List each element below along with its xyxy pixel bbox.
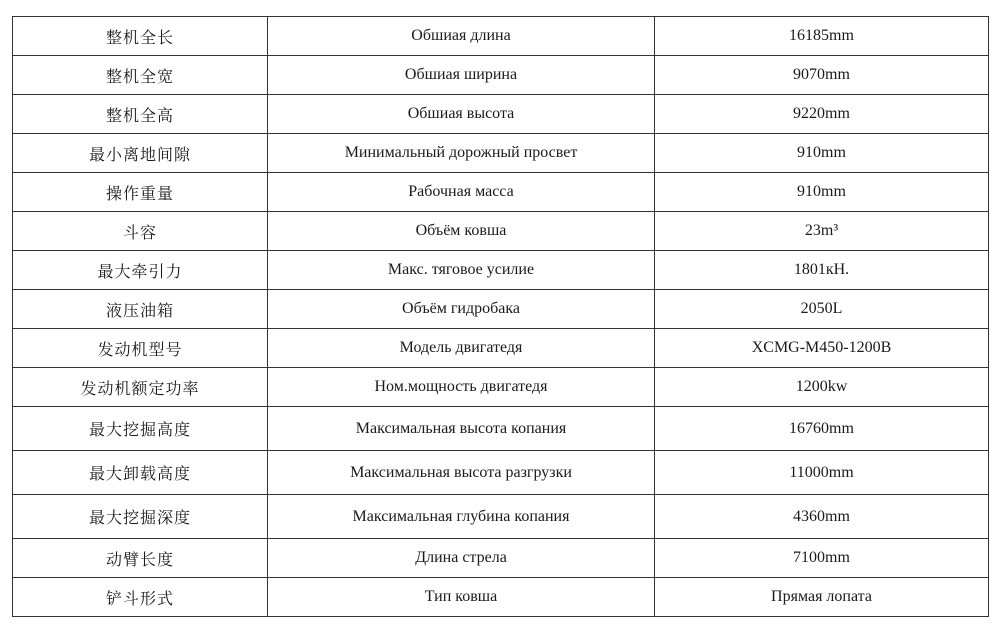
param-value: 9220mm — [655, 95, 989, 134]
param-name-ru: Тип ковша — [268, 578, 655, 617]
param-name-ru: Максимальная высота копания — [268, 407, 655, 451]
param-name-ru: Минимальный дорожный просвет — [268, 134, 655, 173]
table-row — [13, 578, 989, 617]
param-name-zh: 最大牵引力 — [13, 251, 268, 290]
param-name-ru: Модель двигатедя — [268, 329, 655, 368]
table-row — [13, 407, 989, 451]
param-name-ru: Объём ковша — [268, 212, 655, 251]
param-name-ru: Максимальная высота разгрузки — [268, 451, 655, 495]
param-name-zh: 操作重量 — [13, 173, 268, 212]
table-row — [13, 56, 989, 95]
param-name-zh: 整机全长 — [13, 17, 268, 56]
table-row — [13, 368, 989, 407]
table-row — [13, 173, 989, 212]
param-name-ru: Рабочная масса — [268, 173, 655, 212]
param-name-ru: Макс. тяговое усилие — [268, 251, 655, 290]
param-value: 16760mm — [655, 407, 989, 451]
param-value: 11000mm — [655, 451, 989, 495]
param-name-ru: Обшиая ширина — [268, 56, 655, 95]
param-name-ru: Ном.мощность двигатедя — [268, 368, 655, 407]
param-value: 1200kw — [655, 368, 989, 407]
table-row — [13, 95, 989, 134]
param-name-ru: Обшиая длина — [268, 17, 655, 56]
table-row — [13, 329, 989, 368]
param-name-zh: 发动机额定功率 — [13, 368, 268, 407]
param-name-zh: 最大挖掘深度 — [13, 495, 268, 539]
table-row — [13, 539, 989, 578]
param-name-zh: 发动机型号 — [13, 329, 268, 368]
param-value: 910mm — [655, 134, 989, 173]
table-row — [13, 212, 989, 251]
param-name-zh: 最大挖掘高度 — [13, 407, 268, 451]
table-row — [13, 17, 989, 56]
param-value: XCMG-M450-1200B — [655, 329, 989, 368]
param-name-zh: 动臂长度 — [13, 539, 268, 578]
param-value: 16185mm — [655, 17, 989, 56]
param-name-zh: 铲斗形式 — [13, 578, 268, 617]
param-value: 2050L — [655, 290, 989, 329]
param-value: 7100mm — [655, 539, 989, 578]
param-name-zh: 液压油箱 — [13, 290, 268, 329]
param-name-zh: 整机全宽 — [13, 56, 268, 95]
table-row — [13, 134, 989, 173]
param-name-zh: 整机全高 — [13, 95, 268, 134]
param-name-zh: 最小离地间隙 — [13, 134, 268, 173]
param-value: Прямая лопата — [655, 578, 989, 617]
table-row — [13, 251, 989, 290]
param-value: 23m³ — [655, 212, 989, 251]
param-value: 4360mm — [655, 495, 989, 539]
spec-table — [12, 16, 989, 617]
param-name-ru: Максимальная глубина копания — [268, 495, 655, 539]
param-name-zh: 斗容 — [13, 212, 268, 251]
table-row — [13, 451, 989, 495]
param-name-ru: Обшиая высота — [268, 95, 655, 134]
param-value: 1801кН. — [655, 251, 989, 290]
param-value: 910mm — [655, 173, 989, 212]
param-value: 9070mm — [655, 56, 989, 95]
table-row — [13, 495, 989, 539]
param-name-ru: Длина стрела — [268, 539, 655, 578]
table-row — [13, 290, 989, 329]
param-name-zh: 最大卸载高度 — [13, 451, 268, 495]
param-name-ru: Объём гидробака — [268, 290, 655, 329]
